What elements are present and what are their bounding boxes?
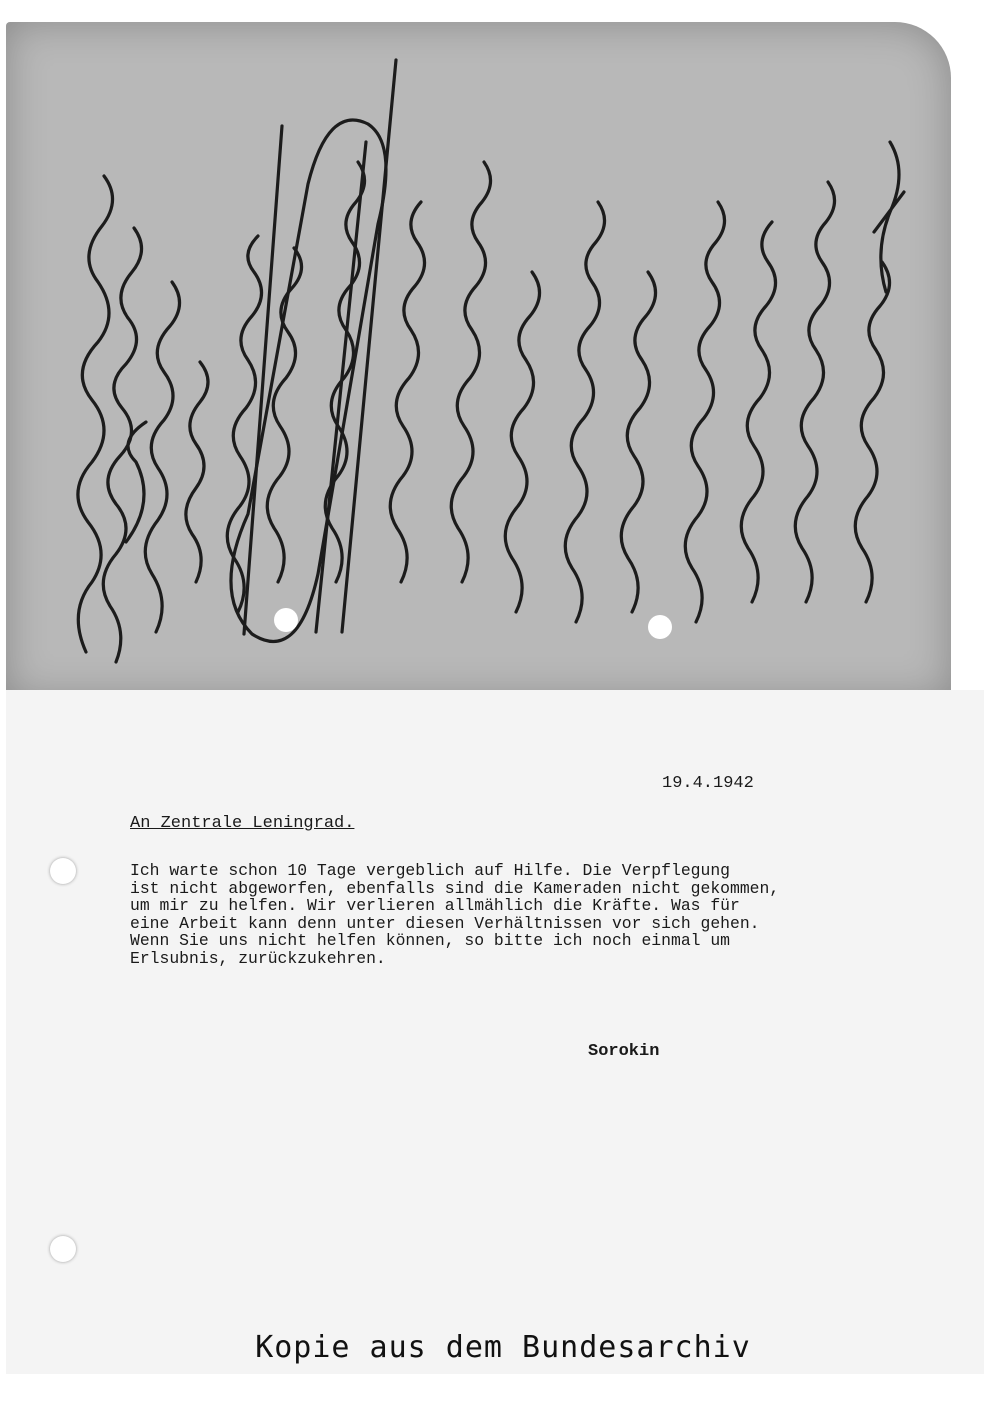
letter-heading: An Zentrale Leningrad. (130, 814, 355, 833)
letter-body-line: Ich warte schon 10 Tage vergeblich auf Hilfe. Die Verpflegung (130, 861, 730, 880)
punch-hole (648, 615, 672, 639)
letter-body-line: ist nicht abgeworfen, ebenfalls sind die Kameraden nicht gekommen, (130, 878, 780, 898)
archive-footer: Kopie aus dem Bundesarchiv (255, 1330, 751, 1365)
handwritten-note-scan (6, 22, 951, 698)
punch-hole (50, 858, 76, 884)
letter-date: 19.4.1942 (662, 774, 754, 793)
punch-hole (274, 608, 298, 632)
letter-body-line: Wenn Sie uns nicht helfen können, so bitte ich noch einmal um (130, 931, 730, 950)
typed-translation-sheet (6, 690, 984, 1374)
letter-body-line: Erlsubnis, zurückzukehren. (130, 948, 386, 968)
handwriting-strokes (6, 22, 951, 698)
letter-body-line: um mir zu helfen. Wir verlieren allmählich die Kräfte. Was für (130, 896, 740, 915)
punch-hole (50, 1236, 76, 1262)
letter-body (130, 862, 779, 967)
letter-signature: Sorokin (588, 1042, 660, 1061)
letter-body-line: eine Arbeit kann denn unter diesen Verhältnissen vor sich gehen. (130, 913, 760, 933)
